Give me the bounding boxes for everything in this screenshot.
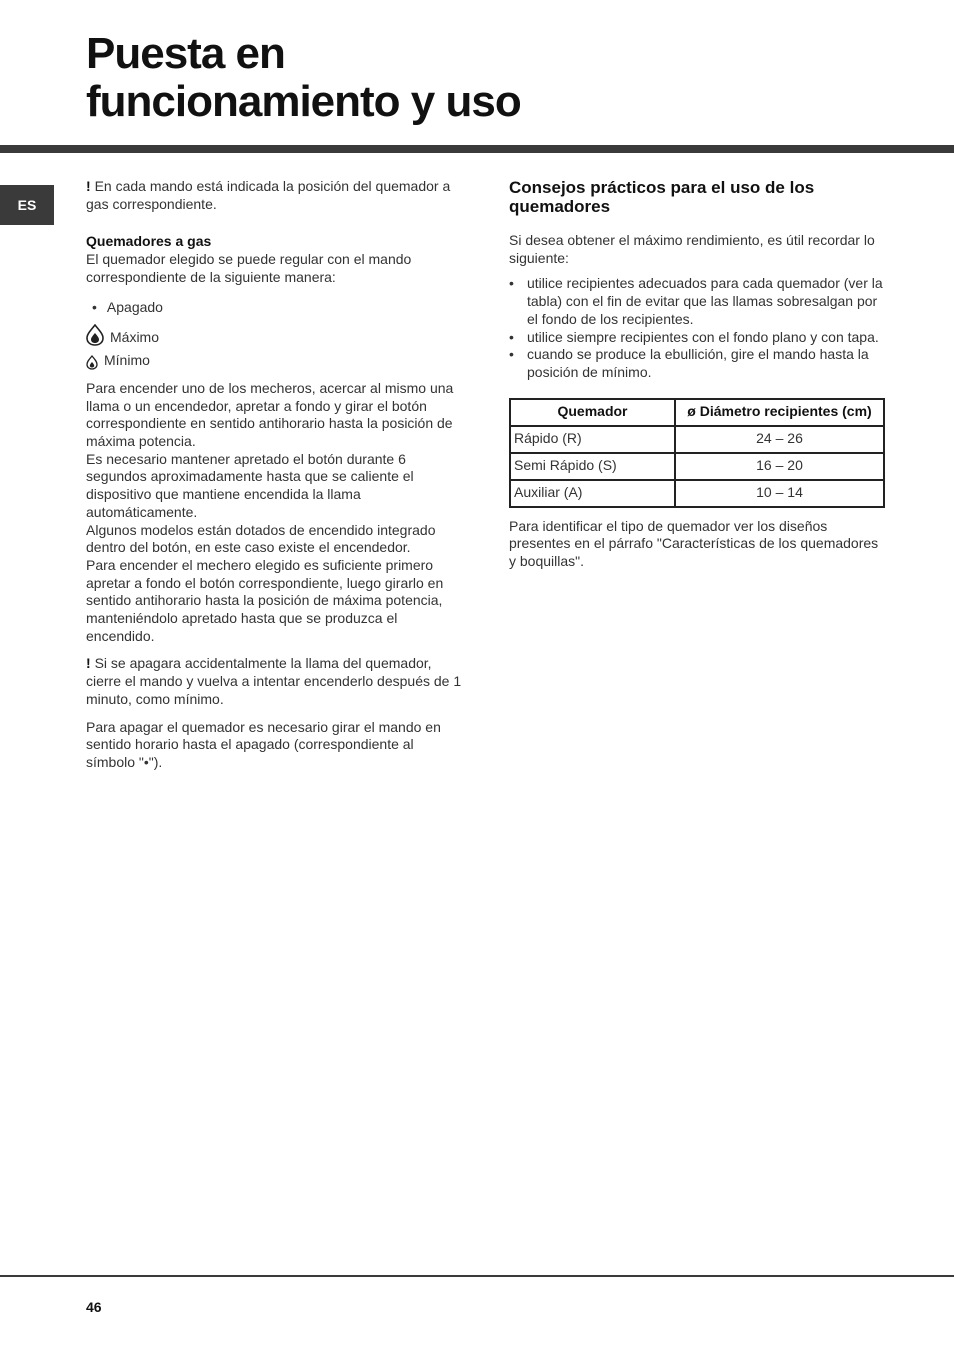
column-header-diameter: ø Diámetro recipientes (cm) <box>675 399 884 426</box>
ignition-paragraph-4: Para encender el mechero elegido es suficiente primero apretar a fondo el botón correspondiente, luego girarlo en sentido antihorario hasta la posición de máxima potencia, manteniéndolo apretado hasta que se produzca el encendido. <box>86 556 444 644</box>
table-row <box>510 426 884 453</box>
flame-large-icon <box>86 324 104 346</box>
symbol-min-row <box>86 352 464 370</box>
flame-small-icon <box>86 355 98 370</box>
header-divider <box>0 145 954 153</box>
table-header-row <box>510 399 884 426</box>
gas-burners-text: El quemador elegido se puede regular con el mando correspondiente de la siguiente manera: <box>86 251 412 285</box>
symbol-max-row <box>86 324 464 346</box>
off-symbol-label: Apagado <box>106 298 163 315</box>
tips-list <box>509 275 887 381</box>
ignition-paragraph-1: Para encender uno de los mecheros, acercar al mismo una llama o un encendedor, apretar a fondo y girar el botón correspondiente en sentido antihorario hasta la posición de máxima potencia. <box>86 379 454 450</box>
shutoff-paragraph: Para apagar el quemador es necesario girar el mando en sentido horario hasta el apagado (correspondiente al símbolo "•"). <box>86 718 441 770</box>
list-item: • utilice siempre recipientes con el fondo plano y con tapa. <box>509 329 887 347</box>
gas-burners-heading: Quemadores a gas <box>86 233 212 250</box>
right-column <box>509 178 887 571</box>
language-label: ES <box>17 197 37 213</box>
table-row <box>510 453 884 480</box>
diameter-cell: 10 – 14 <box>675 480 884 507</box>
flame-out-warning-text: Si se apagara accidentalmente la llama del quemador, cierre el mando y vuelva a intentar encenderlo después de 1 minuto, como mínimo. <box>86 655 462 707</box>
language-tab <box>0 185 54 225</box>
burner-table <box>509 398 885 508</box>
warning-mark-2: ! <box>86 655 91 672</box>
symbol-off-row <box>92 299 464 317</box>
ignition-paragraph-3: Algunos modelos están dotados de encendido integrado dentro del botón, en este caso existe el encendedor. <box>86 521 436 556</box>
column-header-burner: Quemador <box>510 399 675 426</box>
off-symbol-icon: • <box>92 298 97 315</box>
page-number: 46 <box>86 1299 102 1315</box>
page-title-line-2: funcionamiento y uso <box>86 77 521 126</box>
intro-warning <box>86 178 464 213</box>
max-symbol-label: Máximo <box>110 328 160 345</box>
tips-heading: Consejos prácticos para el uso de los quemadores <box>509 178 815 216</box>
page-title <box>86 30 521 126</box>
list-item: • utilice recipientes adecuados para cada quemador (ver la tabla) con el fin de evitar que las llamas sobresalgan por el fondo de los recipientes. <box>509 275 887 328</box>
burner-name-cell: Semi Rápido (S) <box>510 453 675 480</box>
ignition-paragraph-2: Es necesario mantener apretado el botón durante 6 segundos aproximadamente hasta que se caliente el dispositivo que mantiene encendida la llama automáticamente. <box>86 450 414 520</box>
table-row <box>510 480 884 507</box>
burner-name-cell: Auxiliar (A) <box>510 480 675 507</box>
diameter-cell: 16 – 20 <box>675 453 884 480</box>
warning-mark: ! <box>86 178 91 194</box>
tips-intro: Si desea obtener el máximo rendimiento, es útil recordar lo siguiente: <box>509 232 875 266</box>
intro-warning-text: En cada mando está indicada la posición del quemador a gas correspondiente. <box>86 178 451 212</box>
list-item: • cuando se produce la ebullición, gire el mando hasta la posición de mínimo. <box>509 346 887 381</box>
burner-name-cell: Rápido (R) <box>510 426 675 453</box>
page-title-line-1: Puesta en <box>86 29 285 78</box>
footer-divider <box>0 1275 954 1277</box>
left-column <box>86 178 464 772</box>
flame-out-warning <box>86 655 464 708</box>
burner-identification-note: Para identificar el tipo de quemador ver los diseños presentes en el párrafo "Características de los quemadores y boquillas". <box>509 517 879 570</box>
diameter-cell: 24 – 26 <box>675 426 884 453</box>
min-symbol-label: Mínimo <box>104 352 150 369</box>
